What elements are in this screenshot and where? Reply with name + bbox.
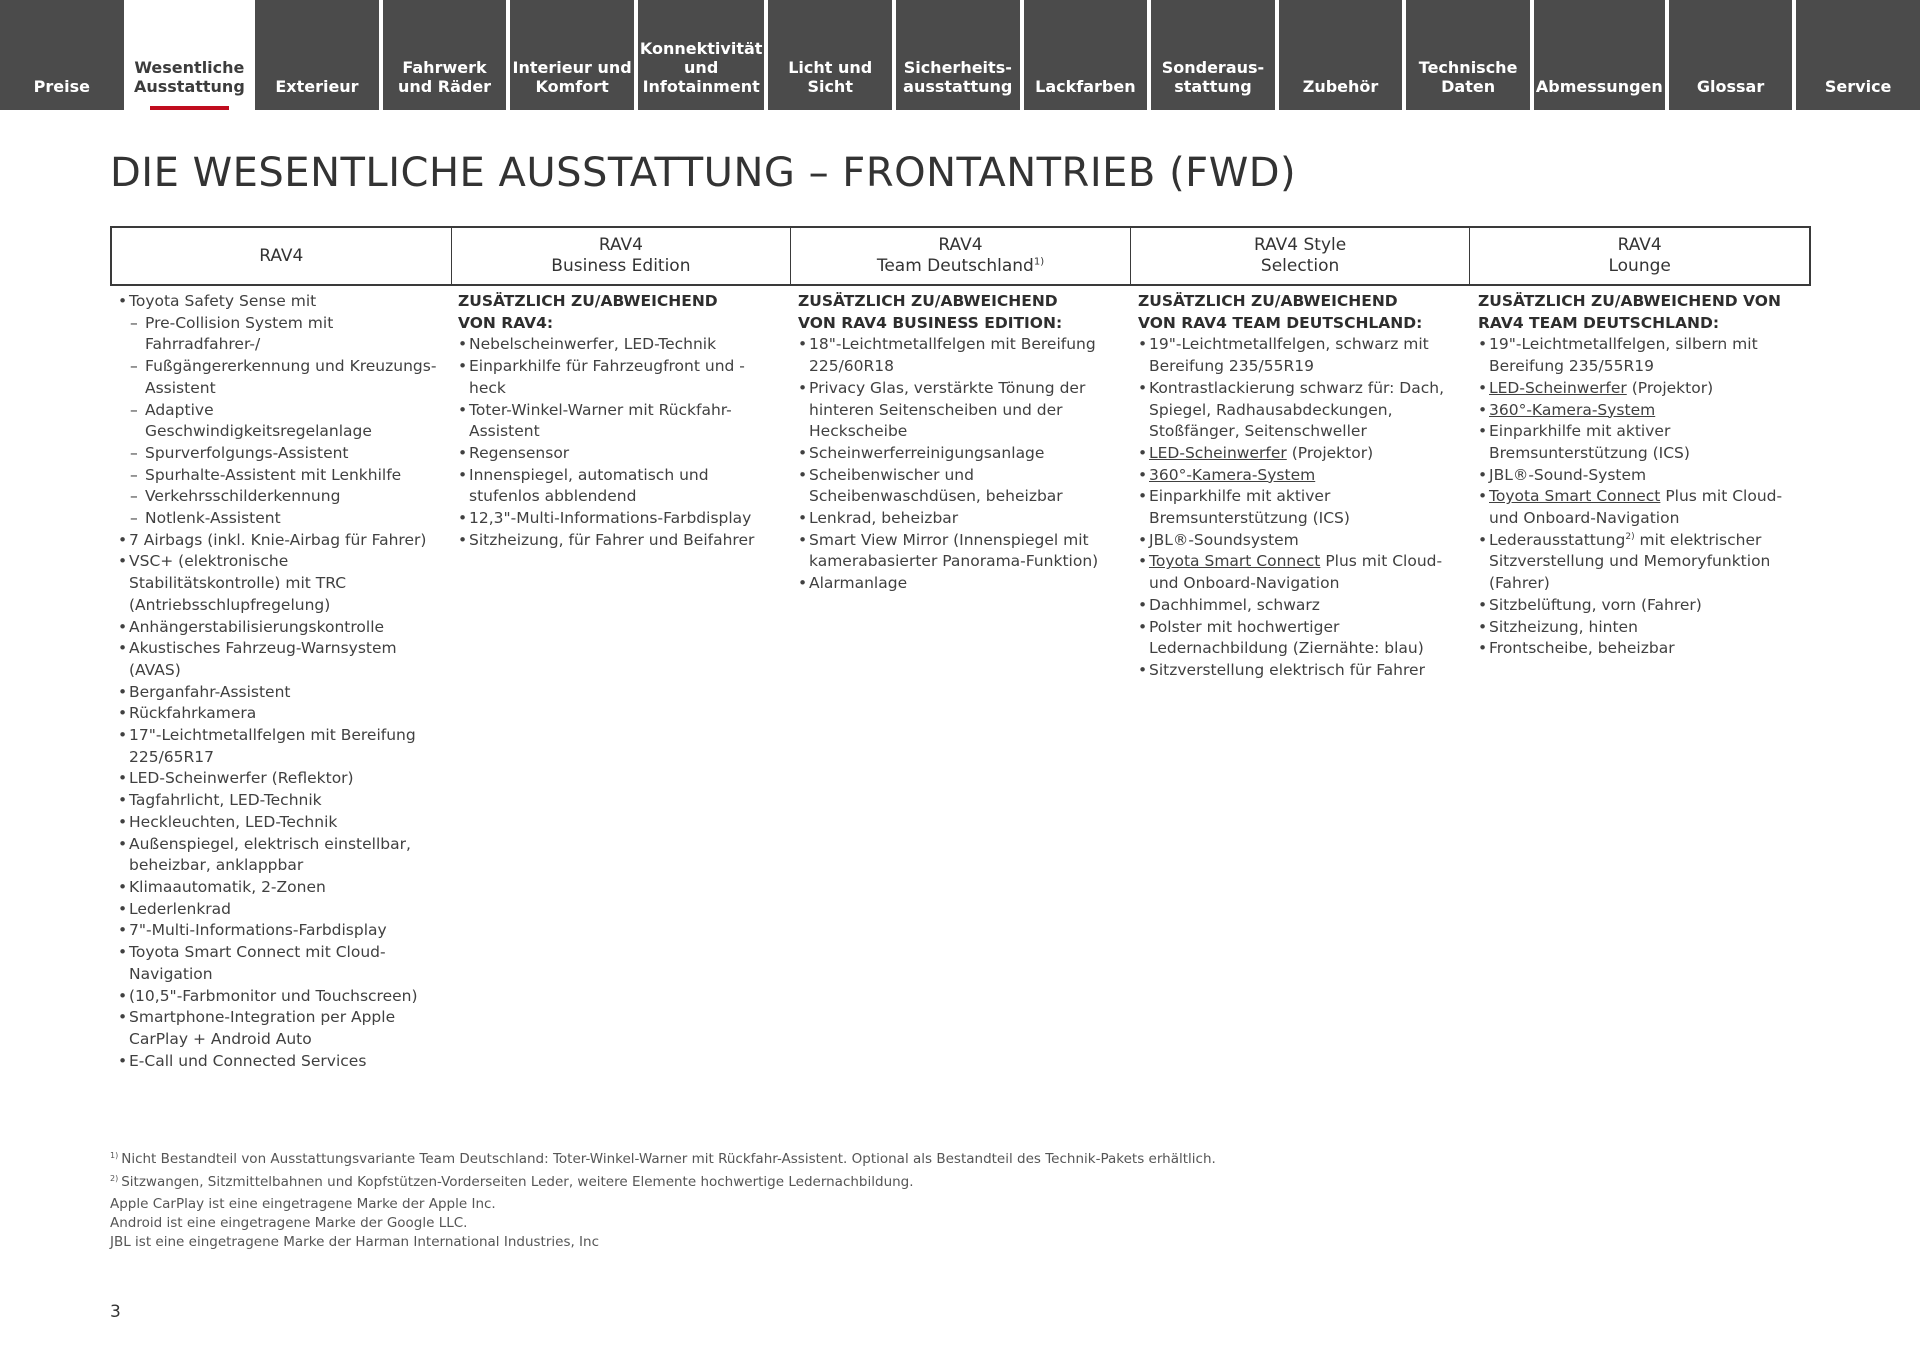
list-item: • Tagfahrlicht, LED-Technik [118, 790, 438, 812]
footnote-text: Sitzwangen, Sitzmittelbahnen und Kopfstützen-Vorderseiten Leder, weitere Elemente hochwertige Ledernachbildung. [121, 1174, 914, 1190]
list-item [1138, 551, 1458, 594]
header-style-line1: RAV4 Style [1253, 235, 1347, 255]
list-item: • Lederlenkrad [118, 899, 438, 921]
header-style-line2: Selection [1260, 256, 1340, 276]
list-item: • Sitzheizung, hinten [1478, 617, 1798, 639]
list-item: • JBL®-Soundsystem [1138, 530, 1458, 552]
list-item: • Rückfahrkamera [118, 703, 438, 725]
header-rav4-line1: RAV4 [259, 245, 304, 266]
footnote-2 [110, 1172, 1610, 1192]
list-item: • 7 Airbags (inkl. Knie-Airbag für Fahrer) [118, 530, 438, 552]
list-item: • Lenkrad, beheizbar [798, 508, 1118, 530]
list-item: • Scheinwerferreinigungsanlage [798, 443, 1118, 465]
list-item: • Privacy Glas, verstärkte Tönung der hinteren Seitenscheiben und der Heckscheibe [798, 378, 1118, 443]
footnote-marker: 2) [110, 1173, 119, 1183]
list-item: • Frontscheibe, beheizbar [1478, 638, 1798, 660]
list-item: • Berganfahr-Assistent [118, 682, 438, 704]
column-heading: ZUSÄTZLICH ZU/ABWEICHEND VON RAV4 TEAM DEUTSCHLAND: [1478, 292, 1781, 332]
list-item: • Smart View Mirror (Innenspiegel mit kamerabasierter Panorama-Funktion) [798, 530, 1118, 573]
tab-lackfarben[interactable]: Lackfarben [1024, 0, 1148, 110]
list-item [1478, 530, 1798, 595]
header-business-edition [452, 228, 792, 284]
list-item: • Nebelscheinwerfer, LED-Technik [458, 334, 778, 356]
list-item: • Dachhimmel, schwarz [1138, 595, 1458, 617]
list-item: • 19"-Leichtmetallfelgen, schwarz mit Bereifung 235/55R19 [1138, 334, 1458, 377]
column-lounge [1478, 291, 1798, 660]
list-item: • Anhängerstabilisierungskontrolle [118, 617, 438, 639]
list-item: • Regensensor [458, 443, 778, 465]
list-subitem: – Notlenk-Assistent [118, 508, 438, 530]
column-style-selection [1138, 291, 1458, 682]
list-item-text: Plus mit Cloud- und Onboard-Navigation [1149, 552, 1443, 593]
top-navigation [0, 0, 1920, 110]
camera-system-link[interactable]: 360°-Kamera-System [1489, 400, 1656, 419]
led-headlight-link[interactable]: LED-Scheinwerfer [1489, 378, 1627, 397]
list-item: • Toyota Safety Sense mit [118, 291, 438, 313]
list-item-text: (Projektor) [1286, 443, 1374, 462]
list-item: • Sitzheizung, für Fahrer und Beifahrer [458, 530, 778, 552]
header-team-line1: RAV4 [938, 235, 983, 255]
list-item-text: (Projektor) [1626, 378, 1714, 397]
tab-licht-und-sicht[interactable]: Licht und Sicht [768, 0, 892, 110]
list-item: • Einparkhilfe mit aktiver Bremsunterstützung (ICS) [1478, 421, 1798, 464]
list-item: • Smartphone-Integration per Apple CarPlay + Android Auto [118, 1007, 438, 1050]
list-item [1478, 400, 1798, 422]
column-rav4 [118, 291, 438, 1072]
header-business-line2: Business Edition [551, 256, 691, 276]
list-item: • Toter-Winkel-Warner mit Rückfahr-Assistent [458, 400, 778, 443]
smart-connect-link[interactable]: Toyota Smart Connect [1489, 487, 1661, 506]
tab-service[interactable]: Service [1796, 0, 1920, 110]
header-style-selection [1131, 228, 1471, 284]
list-item: • LED-Scheinwerfer (Reflektor) [118, 768, 438, 790]
list-item: • (10,5"-Farbmonitor und Touchscreen) [118, 986, 438, 1008]
footnote-1 [110, 1149, 1610, 1169]
header-team-line2-wrap [877, 256, 1044, 277]
list-item [1138, 465, 1458, 487]
list-item [1478, 378, 1798, 400]
column-heading: ZUSÄTZLICH ZU/ABWEICHEND VON RAV4 BUSINESS EDITION: [798, 292, 1063, 332]
header-business-line1: RAV4 [598, 235, 643, 255]
tab-interieur-und-komfort[interactable]: Interieur und Komfort [510, 0, 634, 110]
list-item-text: mit elektrischer Sitzverstellung und Memoryfunktion (Fahrer) [1489, 530, 1771, 593]
list-subitem: – Adaptive Geschwindigkeitsregelanlage [118, 400, 438, 443]
header-lounge [1470, 228, 1809, 284]
list-item: • Sitzbelüftung, vorn (Fahrer) [1478, 595, 1798, 617]
tab-sicherheitsausstattung[interactable]: Sicherheits- ausstattung [896, 0, 1020, 110]
header-lounge-line1: RAV4 [1617, 235, 1662, 255]
list-item: • VSC+ (elektronische Stabilitätskontrolle) mit TRC (Antriebsschlupfregelung) [118, 551, 438, 616]
led-headlight-link[interactable]: LED-Scheinwerfer [1149, 443, 1287, 462]
list-item: • Alarmanlage [798, 573, 1118, 595]
page-number: 3 [110, 1302, 121, 1322]
column-team-deutschland [798, 291, 1118, 595]
tab-wesentliche-ausstattung[interactable]: Wesentliche Ausstattung [128, 0, 252, 110]
trademark-apple: Apple CarPlay ist eine eingetragene Marke der Apple Inc. [110, 1196, 496, 1212]
list-subitem: – Fußgängererkennung und Kreuzungs-Assistent [118, 356, 438, 399]
footnote-marker: 2) [1625, 531, 1635, 542]
list-item: • 7"-Multi-Informations-Farbdisplay [118, 920, 438, 942]
list-item: • Kontrastlackierung schwarz für: Dach, Spiegel, Radhausabdeckungen, Stoßfänger, Seitenschweller [1138, 378, 1458, 443]
tab-fahrwerk-und-raeder[interactable]: Fahrwerk und Räder [383, 0, 507, 110]
footnote-marker: 1) [110, 1150, 119, 1160]
header-team-line2: Team Deutschland [876, 256, 1034, 276]
footnotes [110, 1149, 1610, 1252]
camera-system-link[interactable]: 360°-Kamera-System [1149, 465, 1316, 484]
tab-zubehoer[interactable]: Zubehör [1279, 0, 1403, 110]
list-item: • Heckleuchten, LED-Technik [118, 812, 438, 834]
list-item: • 18"-Leichtmetallfelgen mit Bereifung 225/60R18 [798, 334, 1118, 377]
header-team-deutschland [791, 228, 1131, 284]
page-title: DIE WESENTLICHE AUSSTATTUNG – FRONTANTRIEB (FWD) [110, 150, 1297, 196]
tab-technische-daten[interactable]: Technische Daten [1406, 0, 1530, 110]
list-item: • Scheibenwischer und Scheibenwaschdüsen, beheizbar [798, 465, 1118, 508]
list-item: • 12,3"-Multi-Informations-Farbdisplay [458, 508, 778, 530]
list-item [1478, 486, 1798, 529]
list-item: • Einparkhilfe für Fahrzeugfront und -heck [458, 356, 778, 399]
list-item: • Klimaautomatik, 2-Zonen [118, 877, 438, 899]
list-item-text: Plus mit Cloud- und Onboard-Navigation [1489, 487, 1783, 528]
list-item: • Innenspiegel, automatisch und stufenlos abblendend [458, 465, 778, 508]
list-item: • Polster mit hochwertiger Ledernachbildung (Ziernähte: blau) [1138, 617, 1458, 660]
list-subitem: – Verkehrsschilderkennung [118, 486, 438, 508]
list-item: • E-Call und Connected Services [118, 1051, 438, 1073]
tab-preise[interactable]: Preise [0, 0, 124, 110]
tab-sonderausstattung[interactable]: Sonderaus- stattung [1151, 0, 1275, 110]
list-item: • 17"-Leichtmetallfelgen mit Bereifung 225/65R17 [118, 725, 438, 768]
column-heading: ZUSÄTZLICH ZU/ABWEICHEND VON RAV4 TEAM DEUTSCHLAND: [1138, 292, 1423, 332]
list-subitem: – Spurverfolgungs-Assistent [118, 443, 438, 465]
list-item [1138, 443, 1458, 465]
footnote-marker: 1) [1033, 256, 1045, 268]
tab-exterieur[interactable]: Exterieur [255, 0, 379, 110]
footnote-text: Nicht Bestandteil von Ausstattungsvariante Team Deutschland: Toter-Winkel-Warner mit Rückfahr-Assistent. Optional als Bestandteil des Technik-Pakets erhältlich. [121, 1151, 1216, 1167]
list-subitem: – Pre-Collision System mit Fahrradfahrer-/ [118, 313, 438, 356]
tab-abmessungen[interactable]: Abmessungen [1534, 0, 1665, 110]
trim-header-row [110, 226, 1811, 286]
list-item: • Einparkhilfe mit aktiver Bremsunterstützung (ICS) [1138, 486, 1458, 529]
list-item: • 19"-Leichtmetallfelgen, silbern mit Bereifung 235/55R19 [1478, 334, 1798, 377]
list-item: • Sitzverstellung elektrisch für Fahrer [1138, 660, 1458, 682]
header-lounge-line2: Lounge [1608, 256, 1671, 276]
list-item-text: Lederausstattung [1489, 530, 1626, 549]
list-item: • Außenspiegel, elektrisch einstellbar, beheizbar, anklappbar [118, 834, 438, 877]
trademark-android: Android ist eine eingetragene Marke der Google LLC. [110, 1215, 468, 1231]
column-business-edition [458, 291, 778, 551]
list-item: • JBL®-Sound-System [1478, 465, 1798, 487]
tab-glossar[interactable]: Glossar [1669, 0, 1793, 110]
list-item: • Akustisches Fahrzeug-Warnsystem (AVAS) [118, 638, 438, 681]
tab-konnektivitaet[interactable]: Konnektivität und Infotainment [638, 0, 765, 110]
list-item: • Toyota Smart Connect mit Cloud-Navigation [118, 942, 438, 985]
header-rav4 [112, 228, 452, 284]
column-heading: ZUSÄTZLICH ZU/ABWEICHEND VON RAV4: [458, 292, 718, 332]
list-subitem: – Spurhalte-Assistent mit Lenkhilfe [118, 465, 438, 487]
smart-connect-link[interactable]: Toyota Smart Connect [1149, 552, 1321, 571]
trademark-jbl: JBL ist eine eingetragene Marke der Harman International Industries, Inc [110, 1234, 600, 1250]
